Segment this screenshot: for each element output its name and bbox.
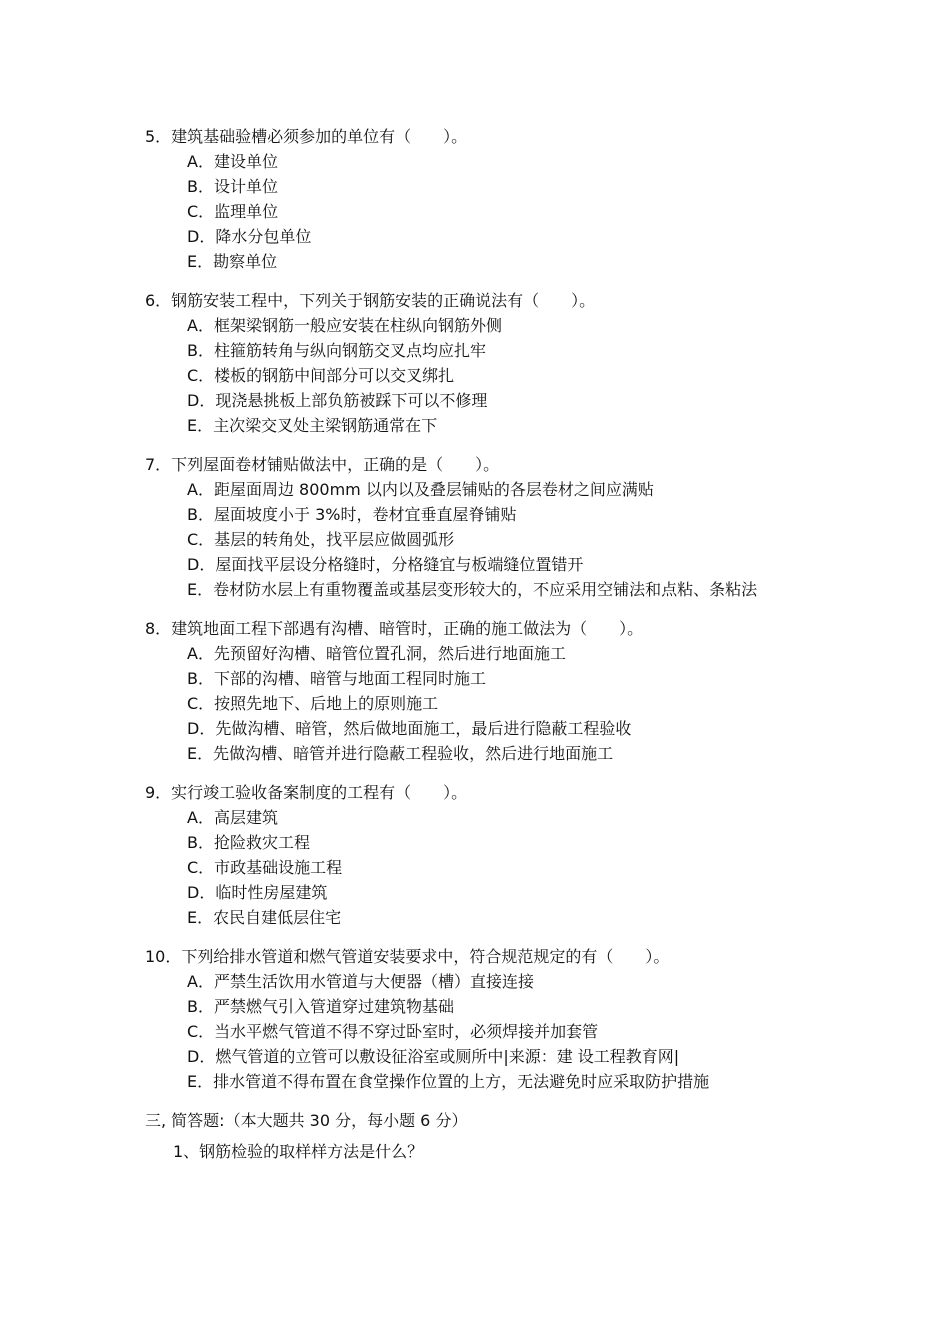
- option-d: D．降水分包单位: [187, 227, 312, 246]
- option-a: A．高层建筑: [187, 808, 278, 827]
- option-a: A．框架梁钢筋一般应安装在柱纵向钢筋外侧: [187, 316, 502, 335]
- option-e: E．卷材防水层上有重物覆盖或基层变形较大的，不应采用空铺法和点粘、条粘法: [187, 580, 758, 599]
- option-c: C．市政基础设施工程: [187, 858, 343, 877]
- question-stem: 9．实行竣工验收备案制度的工程有（ ）。: [145, 783, 468, 802]
- option-a: A．先预留好沟槽、暗管位置孔洞，然后进行地面施工: [187, 644, 566, 663]
- option-b: B．下部的沟槽、暗管与地面工程同时施工: [187, 669, 486, 688]
- question-6: [145, 288, 815, 438]
- question-5: [145, 124, 815, 274]
- option-d: D．先做沟槽、暗管，然后做地面施工，最后进行隐蔽工程验收: [187, 719, 632, 738]
- option-c: C．当水平燃气管道不得不穿过卧室时，必须焊接并加套管: [187, 1022, 599, 1041]
- option-b: B．屋面坡度小于 3%时，卷材宜垂直屋脊铺贴: [187, 505, 517, 524]
- question-stem: 8．建筑地面工程下部遇有沟槽、暗管时，正确的施工做法为（ ）。: [145, 619, 644, 638]
- option-a: A．距屋面周边 800mm 以内以及叠层铺贴的各层卷材之间应满贴: [187, 480, 654, 499]
- option-d: D．现浇悬挑板上部负筋被踩下可以不修理: [187, 391, 488, 410]
- option-b: B．抢险救灾工程: [187, 833, 310, 852]
- option-b: B．严禁燃气引入管道穿过建筑物基础: [187, 997, 454, 1016]
- question-stem: 5．建筑基础验槽必须参加的单位有（ ）。: [145, 127, 468, 146]
- option-c: C．楼板的钢筋中间部分可以交叉绑扎: [187, 366, 455, 385]
- option-d: D．临时性房屋建筑: [187, 883, 328, 902]
- option-e: E．排水管道不得布置在食堂操作位置的上方，无法避免时应采取防护措施: [187, 1072, 710, 1091]
- question-9: [145, 780, 815, 930]
- option-d: D．燃气管道的立管可以敷设征浴室或厕所中|来源：建 设工程教育网|: [187, 1047, 680, 1066]
- section-title: 三, 简答题:（本大题共 30 分，每小题 6 分）: [145, 1111, 468, 1130]
- option-e: E．主次梁交叉处主梁钢筋通常在下: [187, 416, 438, 435]
- option-e: E．农民自建低层住宅: [187, 908, 342, 927]
- option-c: C．按照先地下、后地上的原则施工: [187, 694, 439, 713]
- option-e: E．先做沟槽、暗管并进行隐蔽工程验收，然后进行地面施工: [187, 744, 614, 763]
- document-content: [145, 124, 815, 1164]
- option-d: D．屋面找平层设分格缝时，分格缝宜与板端缝位置错开: [187, 555, 584, 574]
- question-stem: 10．下列给排水管道和燃气管道安装要求中，符合规范规定的有（ ）。: [145, 947, 670, 966]
- question-10: [145, 944, 815, 1094]
- question-stem: 6．钢筋安装工程中，下列关于钢筋安装的正确说法有（ ）。: [145, 291, 596, 310]
- option-b: B．柱箍筋转角与纵向钢筋交叉点均应扎牢: [187, 341, 486, 360]
- option-a: A．严禁生活饮用水管道与大便器（槽）直接连接: [187, 972, 534, 991]
- option-c: C．基层的转角处，找平层应做圆弧形: [187, 530, 455, 549]
- option-e: E．勘察单位: [187, 252, 278, 271]
- option-c: C．监理单位: [187, 202, 279, 221]
- short-answer-question: 1、钢筋检验的取样样方法是什么？: [173, 1142, 424, 1161]
- option-b: B．设计单位: [187, 177, 278, 196]
- question-8: [145, 616, 815, 766]
- question-stem: 7．下列屋面卷材铺贴做法中，正确的是（ ）。: [145, 455, 500, 474]
- question-7: [145, 452, 815, 602]
- option-a: A．建设单位: [187, 152, 278, 171]
